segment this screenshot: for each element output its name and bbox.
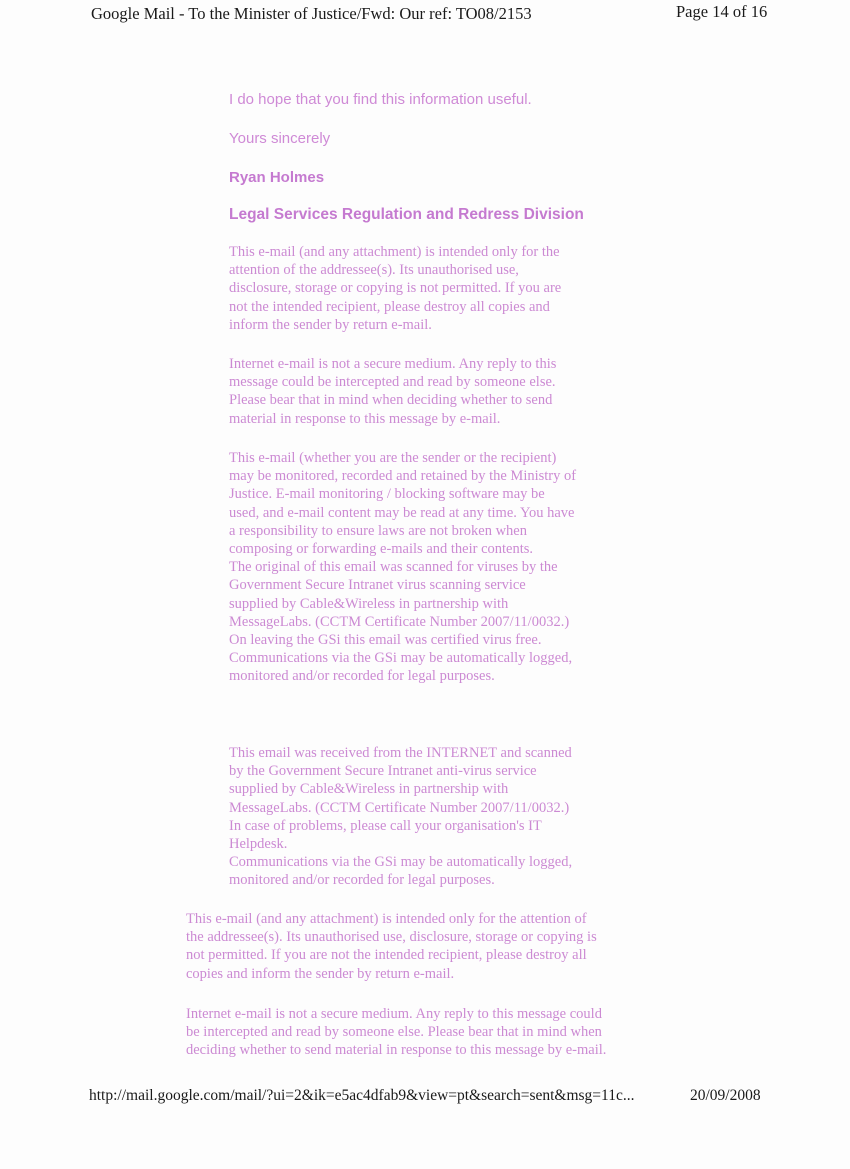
disclaimer-monitoring [229, 449, 649, 686]
scan-notice-line: Communications via the GSi may be automatically logged, [229, 854, 573, 871]
scan-notice-line: In case of problems, please call your organisation's IT [229, 817, 542, 834]
disclaimer-line: Internet e-mail is not a secure medium. Any reply to this [229, 356, 557, 372]
disclaimer-line: Internet e-mail is not a secure medium. Any reply to this message could [186, 1006, 602, 1022]
scan-notice-line: MessageLabs. (CCTM Certificate Number 2007/11/0032.) [229, 799, 570, 816]
outer-disclaimer-security [186, 1005, 676, 1060]
page-number: Page 14 of 16 [676, 2, 768, 21]
disclaimer-line: This e-mail (whether you are the sender or the recipient) [229, 450, 557, 466]
disclaimer-line: Please bear that in mind when deciding whether to send [229, 392, 553, 409]
disclaimer-line: supplied by Cable&Wireless in partnership with [229, 595, 509, 612]
disclaimer-line: copies and inform the sender by return e-mail. [186, 965, 455, 982]
disclaimer-line: may be monitored, recorded and retained by the Ministry of [229, 468, 577, 485]
outer-disclaimer-attachment [186, 910, 676, 983]
disclaimer-line: used, and e-mail content may be read at any time. You have [229, 504, 575, 521]
disclaimer-line: inform the sender by return e-mail. [229, 316, 432, 333]
disclaimer-line: This e-mail (and any attachment) is intended only for the attention of [186, 911, 587, 927]
disclaimer-line: This e-mail (and any attachment) is intended only for the [229, 244, 560, 260]
disclaimer-line: message could be intercepted and read by someone else. [229, 374, 556, 391]
disclaimer-line: Justice. E-mail monitoring / blocking software may be [229, 486, 545, 503]
page-url: http://mail.google.com/mail/?ui=2&ik=e5ac4dfab9&view=pt&search=sent&msg=11c... [89, 1087, 635, 1104]
signer-name: Ryan Holmes [229, 169, 325, 186]
disclaimer-line: On leaving the GSi this email was certified virus free. [229, 632, 542, 649]
disclaimer-line: attention of the addressee(s). Its unauthorised use, [229, 262, 519, 279]
disclaimer-line: composing or forwarding e-mails and their contents. [229, 541, 534, 558]
disclaimer-line: monitored and/or recorded for legal purposes. [229, 668, 495, 685]
closing-line: I do hope that you find this information useful. [229, 91, 532, 108]
disclaimer-line: the addressee(s). Its unauthorised use, disclosure, storage or copying is [186, 929, 597, 946]
disclaimer-line: a responsibility to ensure laws are not broken when [229, 522, 527, 539]
disclaimer-attachment [229, 243, 649, 334]
disclaimer-security [229, 355, 649, 428]
disclaimer-line: disclosure, storage or copying is not permitted. If you are [229, 280, 562, 297]
disclaimer-line: MessageLabs. (CCTM Certificate Number 2007/11/0032.) [229, 613, 570, 630]
disclaimer-line: not permitted. If you are not the intended recipient, please destroy all [186, 947, 587, 964]
page-title: Google Mail - To the Minister of Justice/Fwd: Our ref: TO08/2153 [91, 4, 532, 23]
disclaimer-line: Communications via the GSi may be automatically logged, [229, 650, 573, 667]
scan-notice-line: by the Government Secure Intranet anti-virus service [229, 763, 537, 780]
print-date: 20/09/2008 [690, 1087, 761, 1104]
disclaimer-line: material in response to this message by e-mail. [229, 410, 501, 427]
signoff: Yours sincerely [229, 130, 331, 147]
disclaimer-line: not the intended recipient, please destroy all copies and [229, 298, 550, 315]
scan-notice [229, 744, 649, 890]
print-footer [0, 1087, 850, 1109]
scan-notice-line: Helpdesk. [229, 836, 288, 853]
scan-notice-line: monitored and/or recorded for legal purposes. [229, 872, 495, 889]
disclaimer-line: The original of this email was scanned for viruses by the [229, 559, 558, 576]
disclaimer-line: be intercepted and read by someone else. Please bear that in mind when [186, 1024, 602, 1041]
scan-notice-line: supplied by Cable&Wireless in partnership with [229, 781, 509, 798]
print-header [0, 2, 850, 26]
scan-notice-line: This email was received from the INTERNET and scanned [229, 745, 572, 761]
signer-division: Legal Services Regulation and Redress Division [229, 206, 584, 223]
disclaimer-line: deciding whether to send material in response to this message by e-mail. [186, 1042, 607, 1059]
disclaimer-line: Government Secure Intranet virus scanning service [229, 577, 526, 594]
